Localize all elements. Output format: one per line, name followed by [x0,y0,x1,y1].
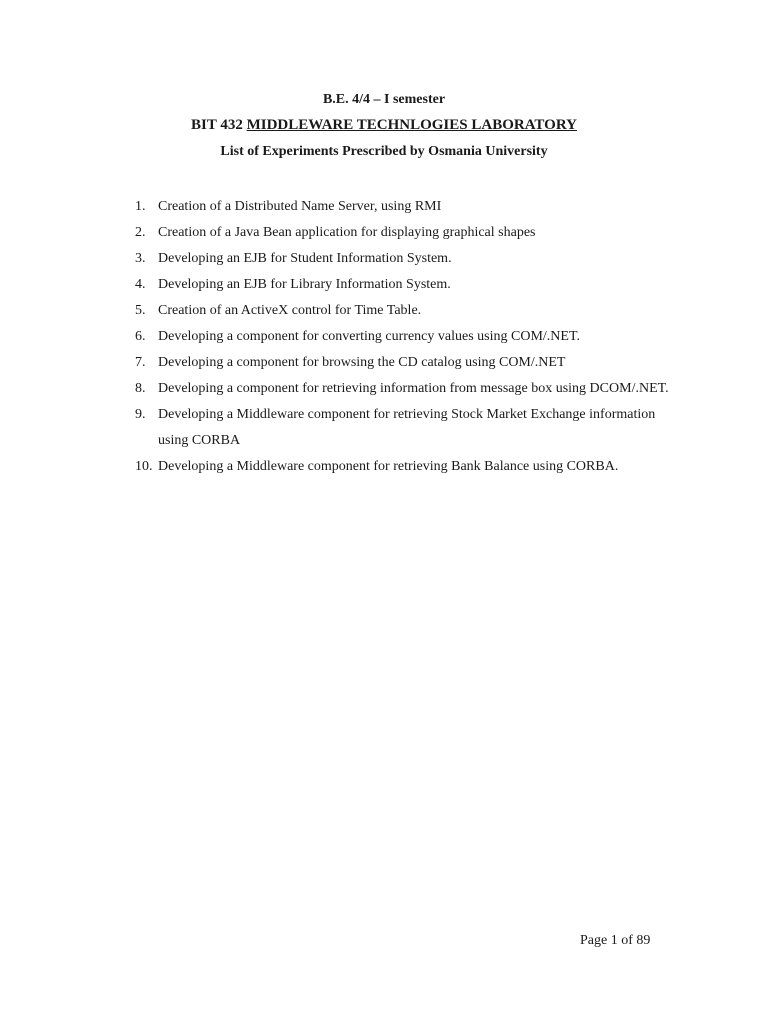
experiment-number: 4. [135,277,146,292]
experiment-text: Creation of a Java Bean application for displaying graphical shapes [158,225,536,240]
experiment-item [135,402,675,454]
experiment-item [135,246,675,272]
experiment-number: 7. [135,355,146,370]
course-code: BIT 432 [191,117,243,133]
experiment-number: 5. [135,303,146,318]
page-number: Page 1 of 89 [580,933,651,948]
experiment-text: Creation of a Distributed Name Server, using RMI [158,199,442,214]
experiment-item [135,220,675,246]
experiment-item [135,324,675,350]
experiment-number: 9. [135,407,146,422]
semester-heading: B.E. 4/4 – I semester [322,92,446,107]
experiment-text: Developing an EJB for Student Information System. [158,251,452,266]
experiment-item [135,350,675,376]
experiment-number: 6. [135,329,146,344]
experiment-text: Developing a Middleware component for retrieving Bank Balance using CORBA. [158,459,619,474]
experiment-item [135,454,675,480]
experiment-text: Creation of an ActiveX control for Time Table. [158,303,422,318]
experiment-text: Developing a component for browsing the CD catalog using COM/.NET [158,355,566,370]
experiments-heading: List of Experiments Prescribed by Osmania University [220,144,548,159]
experiment-text: Developing a component for retrieving information from message box using DCOM/.NET. [158,381,669,396]
experiment-text: Developing a component for converting currency values using COM/.NET. [158,329,580,344]
experiment-number: 2. [135,225,146,240]
experiment-text: Developing a Middleware component for retrieving Stock Market Exchange information using CORBA [158,407,656,448]
course-title: MIDDLEWARE TECHNLOGIES LABORATORY [246,117,577,133]
experiment-number: 8. [135,381,146,396]
experiment-number: 3. [135,251,146,266]
experiment-item [135,194,675,220]
experiment-item [135,272,675,298]
experiment-item [135,298,675,324]
experiment-number: 10. [135,459,153,474]
course-heading [0,116,768,134]
experiment-number: 1. [135,199,146,214]
experiment-list [135,194,675,480]
experiment-text: Developing an EJB for Library Information System. [158,277,451,292]
experiment-item [135,376,675,402]
